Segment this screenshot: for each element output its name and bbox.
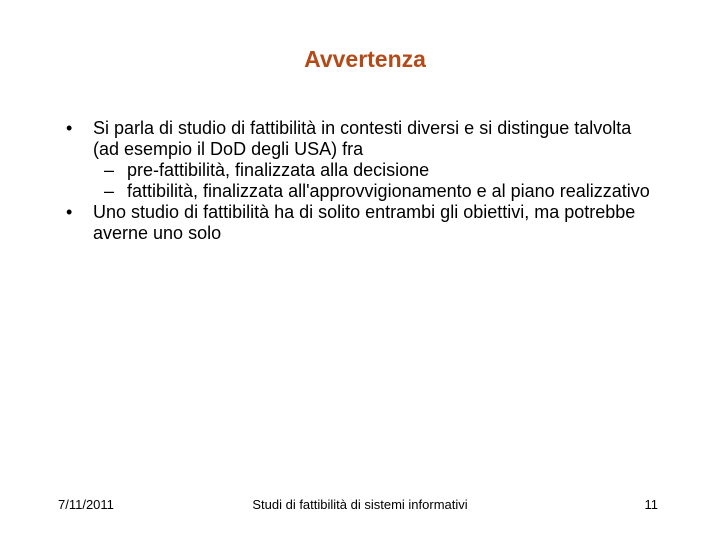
sub-text-1: pre-fattibilità, finalizzata alla decisione (127, 160, 430, 180)
sub-item-2 (60, 181, 660, 202)
slide-body (60, 118, 660, 244)
footer-title: Studi di fattibilità di sistemi informativi (252, 497, 468, 512)
bullet-item-2 (60, 202, 660, 244)
sub-item-1 (60, 160, 660, 181)
bullet-marker: • (66, 118, 73, 138)
dash-marker: – (104, 160, 115, 180)
page-number: 11 (644, 497, 658, 512)
footer-date: 7/11/2011 (58, 497, 114, 512)
bullet-text-1: Si parla di studio di fattibilità in contesti diversi e si distingue talvolta (ad esempio il DoD degli USA) fra (93, 118, 632, 159)
slide-title: Avvertenza (304, 46, 426, 72)
sub-text-2: fattibilità, finalizzata all'approvvigionamento e al piano realizzativo (127, 181, 650, 201)
dash-marker: – (104, 181, 115, 201)
bullet-text-2: Uno studio di fattibilità ha di solito entrambi gli obiettivi, ma potrebbe averne uno solo (93, 202, 636, 243)
bullet-item-1 (60, 118, 660, 160)
bullet-marker: • (66, 202, 73, 222)
